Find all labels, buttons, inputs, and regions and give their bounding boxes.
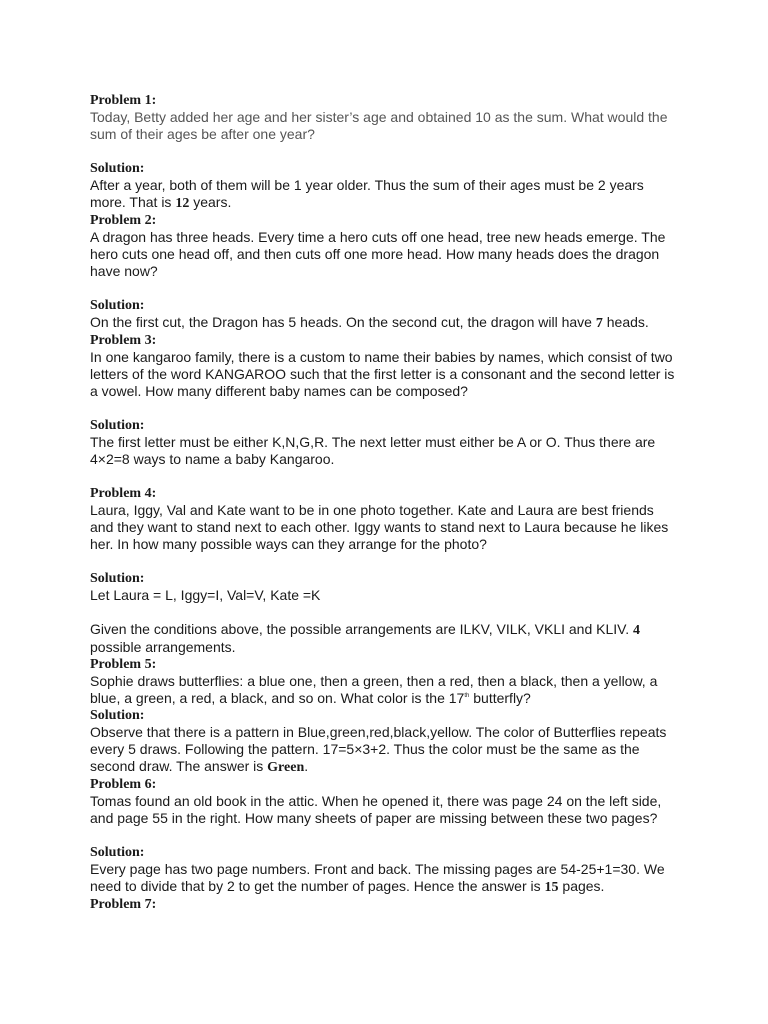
problem-4-solution-text: Given the conditions above, the possible arrangements are ILKV, VILK, VKLI and KLIV.	[90, 621, 633, 637]
problem-1-solution-text: After a year, both of them will be 1 year older. Thus the sum of their ages must be 2 years more. That is	[90, 177, 644, 210]
problem-5-question-end: butterfly?	[469, 690, 531, 706]
problem-2-title: Problem 2:	[90, 213, 157, 228]
problem-2-solution-end: heads.	[602, 314, 649, 330]
problem-1-title: Problem 1:	[90, 93, 157, 108]
problem-3-question: In one kangaroo family, there is a custom to name their babies by names, which consist of two letters of the word KANGAROO such that the first letter is a consonant and the second letter is a vowel. How many different baby names can be composed?	[90, 349, 675, 399]
problem-5-question	[90, 673, 680, 707]
problem-2-solution	[90, 314, 680, 332]
problem-2-solution-label: Solution:	[90, 298, 145, 313]
problem-5-solution	[90, 724, 680, 776]
problem-6-question: Tomas found an old book in the attic. When he opened it, there was page 24 on the left side, and page 55 in the right. How many sheets of paper are missing between these two pages?	[90, 793, 662, 826]
problem-6-solution-label: Solution:	[90, 845, 145, 860]
problem-6-solution-end: pages.	[558, 878, 605, 894]
problem-6-solution	[90, 861, 680, 896]
problem-2-question: A dragon has three heads. Every time a hero cuts off one head, tree new heads emerge. The hero cuts one head off, and then cuts off one more head. How many heads does the dragon have now?	[90, 229, 666, 279]
problem-2-solution-text: On the first cut, the Dragon has 5 heads. On the second cut, the dragon will have	[90, 314, 596, 330]
problem-4-solution-end: possible arrangements.	[90, 639, 236, 655]
problem-2-answer: 7	[595, 316, 603, 331]
problem-1-answer: 12	[175, 196, 190, 211]
problem-5-question-text: Sophie draws butterflies: a blue one, then a green, then a red, then a black, then a yellow, a blue, a green, a red, a black, and so on. What color is the 17	[90, 673, 658, 706]
problem-5-solution-label: Solution:	[90, 708, 145, 723]
document-content	[90, 92, 680, 913]
problem-4-answer: 4	[632, 623, 640, 638]
problem-1-question: Today, Betty added her age and her sister’s age and obtained 10 as the sum. What would the sum of their ages be after one year?	[90, 109, 668, 142]
problem-6-title: Problem 6:	[90, 777, 157, 792]
problem-4-question: Laura, Iggy, Val and Kate want to be in one photo together. Kate and Laura are best friends and they want to stand next to each other. Iggy wants to stand next to Laura because he likes her. In how many possible ways can they arrange for the photo?	[90, 502, 669, 552]
problem-4-solution-label: Solution:	[90, 571, 145, 586]
problem-1-solution-label: Solution:	[90, 161, 145, 176]
problem-5-answer: Green	[267, 760, 305, 775]
problem-5-solution-end: .	[304, 758, 309, 774]
problem-3-solution: The first letter must be either K,N,G,R. The next letter must either be A or O. Thus there are 4×2=8 ways to name a baby Kangaroo.	[90, 434, 656, 467]
problem-4-solution	[90, 621, 680, 656]
problem-3-solution-label: Solution:	[90, 418, 145, 433]
ordinal-suffix: th	[464, 693, 470, 699]
problem-5-solution-text: Observe that there is a pattern in Blue,green,red,black,yellow. The color of Butterflies repeats every 5 draws. Following the pattern. 17=5×3+2. Thus the color must be the same as the second draw. The answer is	[90, 724, 667, 774]
problem-4-solution-line1: Let Laura = L, Iggy=I, Val=V, Kate =K	[90, 587, 321, 603]
problem-1-solution	[90, 177, 680, 212]
problem-3-title: Problem 3:	[90, 333, 157, 348]
problem-6-answer: 15	[544, 880, 559, 895]
problem-6-solution-text: Every page has two page numbers. Front and back. The missing pages are 54-25+1=30. We need to divide that by 2 to get the number of pages. Hence the answer is	[90, 861, 665, 894]
problem-4-title: Problem 4:	[90, 486, 157, 501]
problem-5-title: Problem 5:	[90, 657, 157, 672]
problem-7-title: Problem 7:	[90, 897, 157, 912]
problem-1-solution-end: years.	[189, 194, 232, 210]
